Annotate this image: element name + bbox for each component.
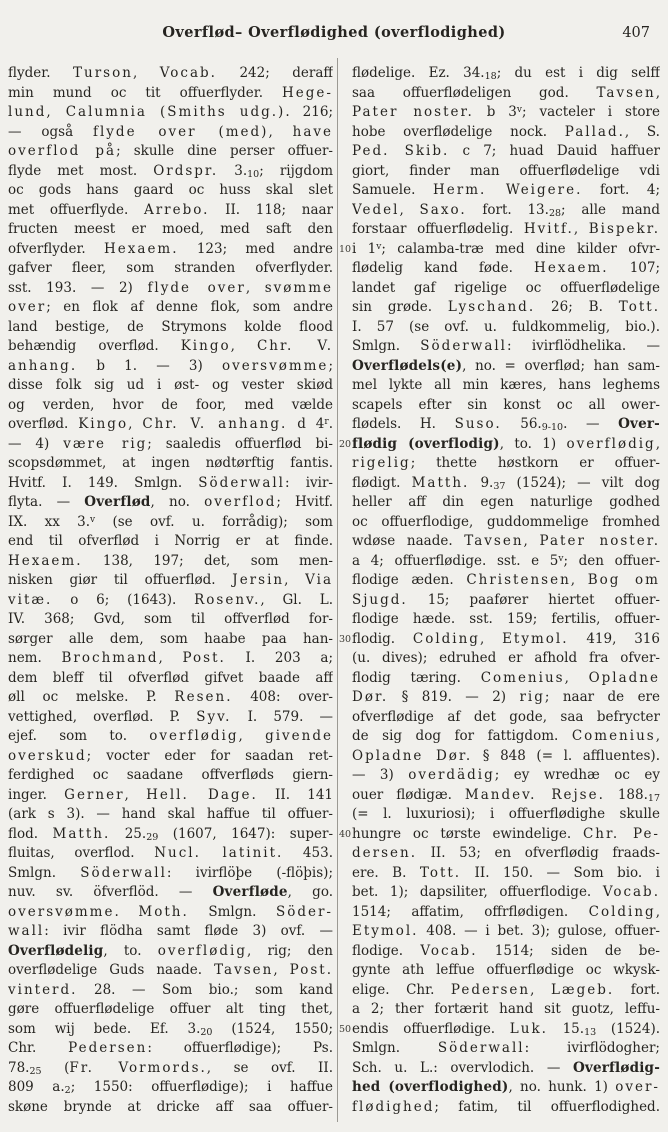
text-line: IX. xx 3.$^v$ (se ovf. u. forrådig); som bbox=[8, 513, 333, 530]
text-line: som wij bede. Ef. $3._{20}$ (1524, 1550; bbox=[8, 1020, 333, 1038]
text-line: IV. 368; Gvd, som til offverflød for- bbox=[8, 611, 333, 627]
text-line: overskud; vocter eder for saadan ret- bbox=[8, 747, 333, 764]
text-line: hobe overflødelige nock. Pallad., S. bbox=[352, 123, 660, 140]
text-line: elige. Chr. Pedersen, Lægeb. fort. bbox=[352, 981, 660, 998]
text-line: Samuele. Herm. Weigere. fort. 4; bbox=[352, 182, 660, 198]
text-line: over; en flok af denne flok, som andre bbox=[8, 299, 333, 315]
text-line: ofverflødige af det gode, saa befrycter bbox=[352, 708, 660, 725]
text-line: I. 57 (se ovf. u. fuldkommelig, bio.). bbox=[352, 318, 660, 335]
text-line: ouer flødigæ. Mandev. Rejse. $188._{17}$ bbox=[352, 786, 660, 804]
text-line: Dør. § 819. — 2) rig; naar de ere bbox=[352, 689, 660, 705]
text-line: flyde met most. Ordspr. $3._{10}$; rijgdom bbox=[8, 162, 333, 180]
text-line: gøre offuerflødelige offuer alt ting thet, bbox=[8, 1001, 333, 1017]
text-line: nuv. sv. öfverflöd. — Overfløde, go. bbox=[8, 884, 333, 900]
text-line: dersen. II. 53; en ofverflødig fraads- bbox=[352, 845, 660, 861]
text-line: inger. Gerner, Hell. Dage. II. 141 bbox=[8, 786, 333, 803]
text-line: Overflødelig, to. overflødig, rig; den bbox=[8, 942, 333, 959]
text-line: rigelig; thette høstkorn er offuer- bbox=[352, 455, 660, 471]
text-line: skøne brynde at dricke aff saa offuer- bbox=[8, 1098, 333, 1115]
text-line: vitæ. o 6; (1643). Rosenv., Gl. L. bbox=[8, 591, 333, 608]
text-line: ejef. som to. overflødig, givende bbox=[8, 728, 333, 744]
text-line: Sch. u. L.: overvlodich. — Overflødig- bbox=[352, 1059, 660, 1076]
page-title: Overflød– Overflødighed (overflodighed) bbox=[162, 24, 506, 41]
line-number: 30 bbox=[339, 633, 352, 645]
text-line: landet gaf rigelige oc offuerflødelige bbox=[352, 279, 660, 296]
text-line: nem. Brochmand, Post. I. 203 a; bbox=[8, 650, 333, 666]
text-line: sin grøde. Lyschand. 26; B. Tott. bbox=[352, 299, 660, 315]
text-line: oc offuerflodige, guddommelige fromhed bbox=[352, 513, 660, 530]
text-line: flødelige. Ez. $34._{18}$; du est i dig selff bbox=[352, 65, 660, 82]
text-line: flødig (overflodig), to. 1) overflødig, bbox=[352, 435, 660, 452]
line-number: 10 bbox=[339, 243, 352, 255]
text-line: Vedel, Saxo. fort. $13._{28}$; alle mand bbox=[352, 201, 660, 219]
text-line: ferdighed oc saadane offverfløds giern- bbox=[8, 767, 333, 783]
text-line: ofverflyder. Hexaem. 123; med andre bbox=[8, 240, 333, 257]
text-line: flodige hæde. sst. 159; fertilis, offuer- bbox=[352, 611, 660, 627]
text-line: (ark s 3). — hand skal haffue til offuer- bbox=[8, 806, 333, 822]
text-line: Sjugd. 15; paafører hiertet offuer- bbox=[352, 591, 660, 608]
text-line: giort, finder man offuerflødelige vdi bbox=[352, 162, 660, 179]
text-line: dem bleff til ofverflød gifvet baade aff bbox=[8, 669, 333, 686]
text-line: lund, Calumnia (Smiths udg.). 216; bbox=[8, 104, 333, 120]
text-line: flødels. H. Suso. $56._{9-10}$. — Over- bbox=[352, 416, 660, 433]
text-line: og verden, hvor de foor, med vælde bbox=[8, 396, 333, 413]
text-line: Smlgn. Söderwall: ivirflödogher; bbox=[352, 1040, 660, 1056]
text-line: — 4) være rig; saaledis offuerflød bi- bbox=[8, 435, 333, 452]
text-line: bet. 1); dapsiliter, offuerflodige. Vocab. bbox=[352, 884, 660, 900]
text-line: — også flyde over (med), have bbox=[8, 123, 333, 140]
text-line: min mund oc tit offuerflyder. Hege- bbox=[8, 84, 333, 101]
text-line: scapels efter sin konst oc all ower- bbox=[352, 396, 660, 413]
text-line: forstaar offuerflødelig. Hvitf., Bispekr. bbox=[352, 221, 660, 237]
text-line: vettighed, overflød. P. Syv. I. 579. — bbox=[8, 708, 333, 725]
text-line: Hexaem. 138, 197; det, som men- bbox=[8, 552, 333, 569]
text-line: øll oc melske. P. Resen. 408: over- bbox=[8, 689, 333, 705]
text-line: flyta. — Overflød, no. overflod; Hvitf. bbox=[8, 494, 333, 510]
text-line: fluitas, overflod. Nucl. latinit. 453. bbox=[8, 845, 333, 861]
text-line: flodig. Colding, Etymol. 419, 316 bbox=[352, 630, 660, 647]
text-line: Etymol. 408. — i bet. 3); gulose, offuer- bbox=[352, 923, 660, 939]
text-line: overflod på; skulle dine perser offuer- bbox=[8, 143, 333, 159]
text-line: overflødelige Guds naade. Tavsen, Post. bbox=[8, 962, 333, 978]
text-line: met offuerflyde. Arrebo. II. 118; naar bbox=[8, 201, 333, 218]
text-line: hungre oc tørste ewindelige. Chr. Pe- bbox=[352, 825, 660, 842]
text-line: flødelig kand føde. Hexaem. 107; bbox=[352, 260, 660, 276]
text-line: fructen meest er moed, med saft den bbox=[8, 221, 333, 237]
text-line: a 2; ther fortærit hand sit guotz, leffu- bbox=[352, 1001, 660, 1017]
column-divider bbox=[337, 58, 338, 1122]
text-line: (= l. luxuriosi); i offuerflødighe skulle bbox=[352, 806, 660, 822]
text-line: behændig overflød. Kingo, Chr. V. bbox=[8, 338, 333, 354]
text-line: 1514; affatim, offrflødigen. Colding, bbox=[352, 903, 660, 920]
text-line: Smlgn. Söderwall: ivirflöþe (-flöþis); bbox=[8, 864, 333, 881]
text-line: sørger alle dem, som haabe paa han- bbox=[8, 630, 333, 647]
text-line: oc gods hans gaard oc huss skal slet bbox=[8, 182, 333, 198]
text-line: Ped. Skib. c 7; huad Dauid haffuer bbox=[352, 143, 660, 159]
text-line: heller aff din egen naturlige godhed bbox=[352, 494, 660, 510]
text-line: saa offuerflødeligen god. Tavsen, bbox=[352, 84, 660, 101]
text-line: hed (overflodighed), no. hunk. 1) over- bbox=[352, 1079, 660, 1095]
line-number: 40 bbox=[339, 828, 352, 840]
text-line: flyder. Turson, Vocab. 242; deraff bbox=[8, 65, 333, 81]
left-column bbox=[8, 64, 333, 1117]
text-line: vinterd. 28. — Som bio.; som kand bbox=[8, 981, 333, 998]
text-line: endis offuerflødige. Luk. $15._{13}$ (1524). bbox=[352, 1020, 660, 1038]
text-line: — 3) overdädig; ey wredhæ oc ey bbox=[352, 767, 660, 783]
text-line: nisken giør til offuerflød. Jersin, Via bbox=[8, 572, 333, 588]
text-line: flodig tæring. Comenius, Opladne bbox=[352, 669, 660, 686]
text-line: flødigt. Matth. $9._{37}$ (1524); — vilt dog bbox=[352, 474, 660, 492]
text-line: Overflødels(e), no. = overflød; han sam- bbox=[352, 357, 660, 374]
text-line: oversvømme. Moth. Smlgn. Söder- bbox=[8, 903, 333, 920]
page-number: 407 bbox=[622, 25, 650, 41]
text-line: Opladne Dør. § 848 (= l. affluentes). bbox=[352, 747, 660, 764]
text-line: ere. B. Tott. II. 150. — Som bio. i bbox=[352, 864, 660, 881]
text-line: flodige æden. Christensen, Bog om bbox=[352, 572, 660, 588]
line-number: 20 bbox=[339, 438, 352, 450]
text-line: (u. dives); edruhed er afhold fra ofver- bbox=[352, 650, 660, 666]
text-line: Chr. Pedersen: offuerflødige); Ps. bbox=[8, 1040, 333, 1056]
text-line: gafver fleer, som stranden ofverflyder. bbox=[8, 260, 333, 276]
text-line: mel lykte all min kæres, hans leghems bbox=[352, 377, 660, 393]
text-line: wdøse naade. Tavsen, Pater noster. bbox=[352, 533, 660, 549]
line-number: 50 bbox=[339, 1023, 352, 1035]
text-line: i 1$^v$; calamba-træ med dine kilder ofvr- bbox=[352, 240, 660, 257]
text-line: scopsdømmet, at ingen nødtørftig fantis. bbox=[8, 455, 333, 471]
text-line: Hvitf. I. 149. Smlgn. Söderwall: ivir- bbox=[8, 474, 333, 491]
text-line: anhang. b 1. — 3) oversvømme; bbox=[8, 357, 333, 374]
running-head bbox=[0, 24, 668, 44]
text-line: overflød. Kingo, Chr. V. anhang. d 4$^r$. bbox=[8, 416, 333, 432]
text-line: $78._{25}$ (Fr. Vormords., se ovf. II. bbox=[8, 1059, 333, 1077]
text-line: flod. Matth. $25._{29}$ (1607, 1647): super- bbox=[8, 825, 333, 843]
text-line: Smlgn. Söderwall: ivirflödhelika. — bbox=[352, 338, 660, 354]
text-line: disse folk sig ud i øst- og vester skiød bbox=[8, 377, 333, 393]
text-line: gynte ath leffue offuerflødige oc wkysk- bbox=[352, 962, 660, 978]
text-line: end til ofverflød i Norrig er at finde. bbox=[8, 533, 333, 549]
text-line: flødighed; fatim, til offuerflodighed. bbox=[352, 1098, 660, 1115]
right-column bbox=[352, 64, 660, 1117]
text-line: land bestige, de Strymons kolde flood bbox=[8, 318, 333, 335]
text-line: a 4; offuerflødige. sst. e 5$^v$; den offuer- bbox=[352, 552, 660, 569]
text-line: de sig dog for fattigdom. Comenius, bbox=[352, 728, 660, 744]
text-line: 809 $a._2$; 1550: offuerflødige); i haffue bbox=[8, 1079, 333, 1096]
text-line: sst. 193. — 2) flyde over, svømme bbox=[8, 279, 333, 296]
text-line: wall: ivir flödha samt fløde 3) ovf. — bbox=[8, 923, 333, 939]
text-line: Pater noster. b 3$^v$; vacteler i store bbox=[352, 104, 660, 120]
text-line: flodige. Vocab. 1514; siden de be- bbox=[352, 942, 660, 959]
